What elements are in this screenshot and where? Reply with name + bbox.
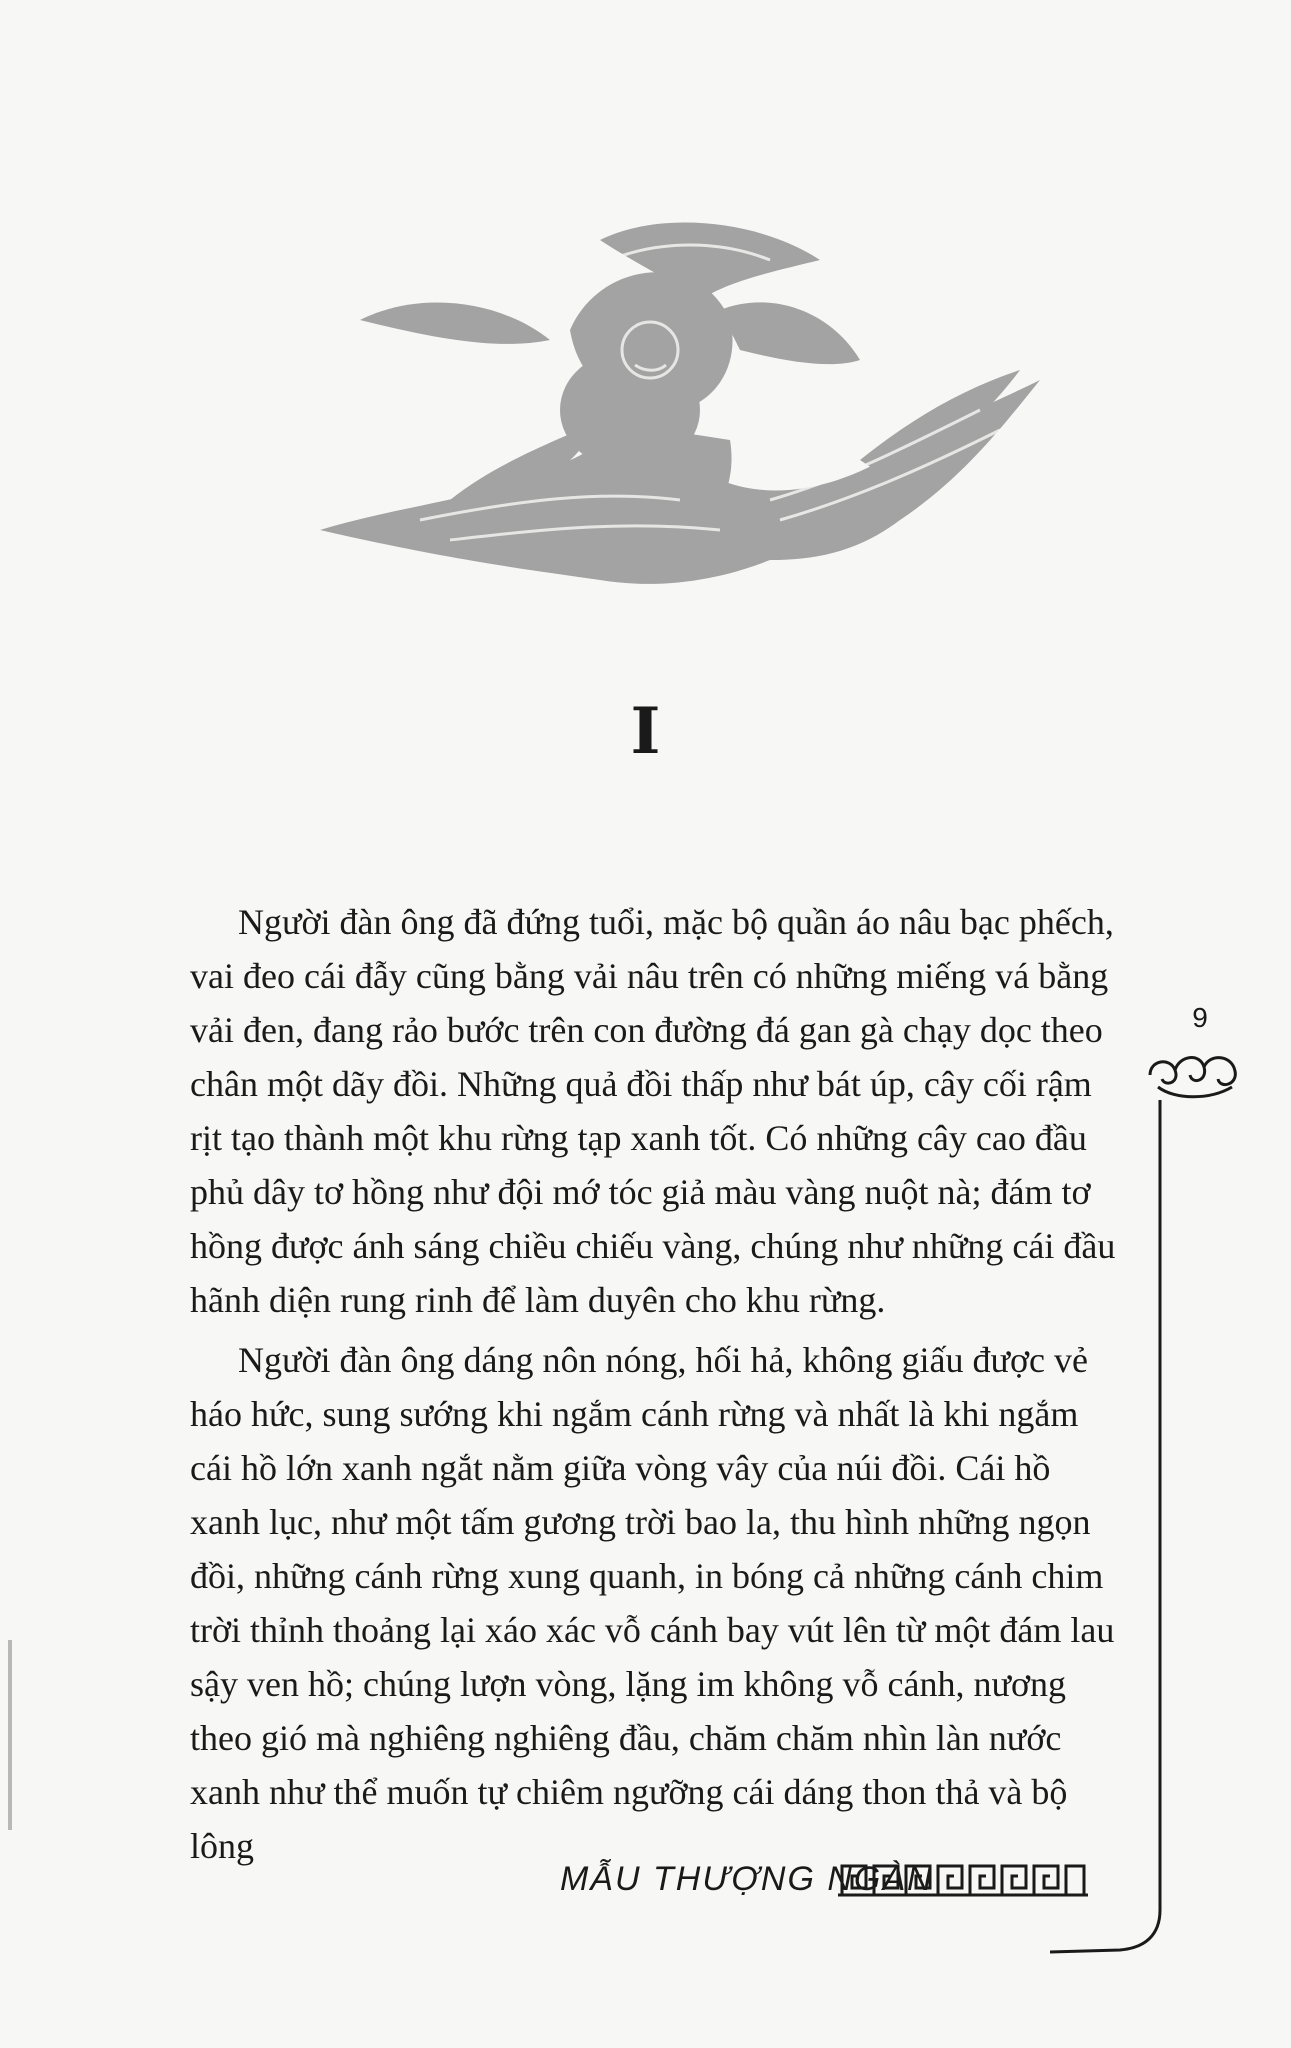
- chapter-number: I: [630, 694, 661, 769]
- page-number: 9: [1192, 1002, 1208, 1033]
- footer-title: MẪU THƯỢNG NGÀN: [560, 1860, 934, 1898]
- flying-celestial-figure-icon: [300, 200, 1060, 620]
- paragraph-1: Người đàn ông đã đứng tuổi, mặc bộ quần áo nâu bạc phếch, vai đeo cái đẫy cũng bằng vải nâu trên có những miếng vá bằng vải đen, đang rảo bước trên con đường đá gan gà chạy dọc theo chân một dãy đồi. Những quả đồi thấp như bát úp, cây cối rậm rịt tạo thành một khu rừng tạp xanh tốt. Có những cây cao đầu phủ dây tơ hồng như đội mớ tóc giả màu vàng nuột nà; đám tơ hồng được ánh sáng chiều chiếu vàng, chúng như những cái đầu hãnh diện rung rinh để làm duyên cho khu rừng.: [190, 902, 1116, 1320]
- paragraph-2: Người đàn ông dáng nôn nóng, hối hả, không giấu được vẻ háo hức, sung sướng khi ngắm cánh rừng và nhất là khi ngắm cái hồ lớn xanh ngắt nằm giữa vòng vây của núi đồi. Cái hồ xanh lục, như một tấm gương trời bao la, thu hình những ngọn đồi, những cánh rừng xung quanh, in bóng cả những cánh chim trời thỉnh thoảng lại xáo xác vỗ cánh bay vút lên từ một đám lau sậy ven hồ; chúng lượn vòng, lặng im không vỗ cánh, nương theo gió mà nghiêng nghiêng đầu, chăm chăm nhìn làn nước xanh như thể muốn tự chiêm ngưỡng cái dáng thon thả và bộ lông: [190, 1340, 1115, 1866]
- page-edge-mark: [8, 1640, 12, 1830]
- greek-key-pattern-icon: [838, 1862, 1088, 1898]
- cloud-scroll-icon: [1140, 1045, 1250, 1105]
- border-rule: [1050, 1100, 1210, 1960]
- body-text: [190, 895, 1118, 1873]
